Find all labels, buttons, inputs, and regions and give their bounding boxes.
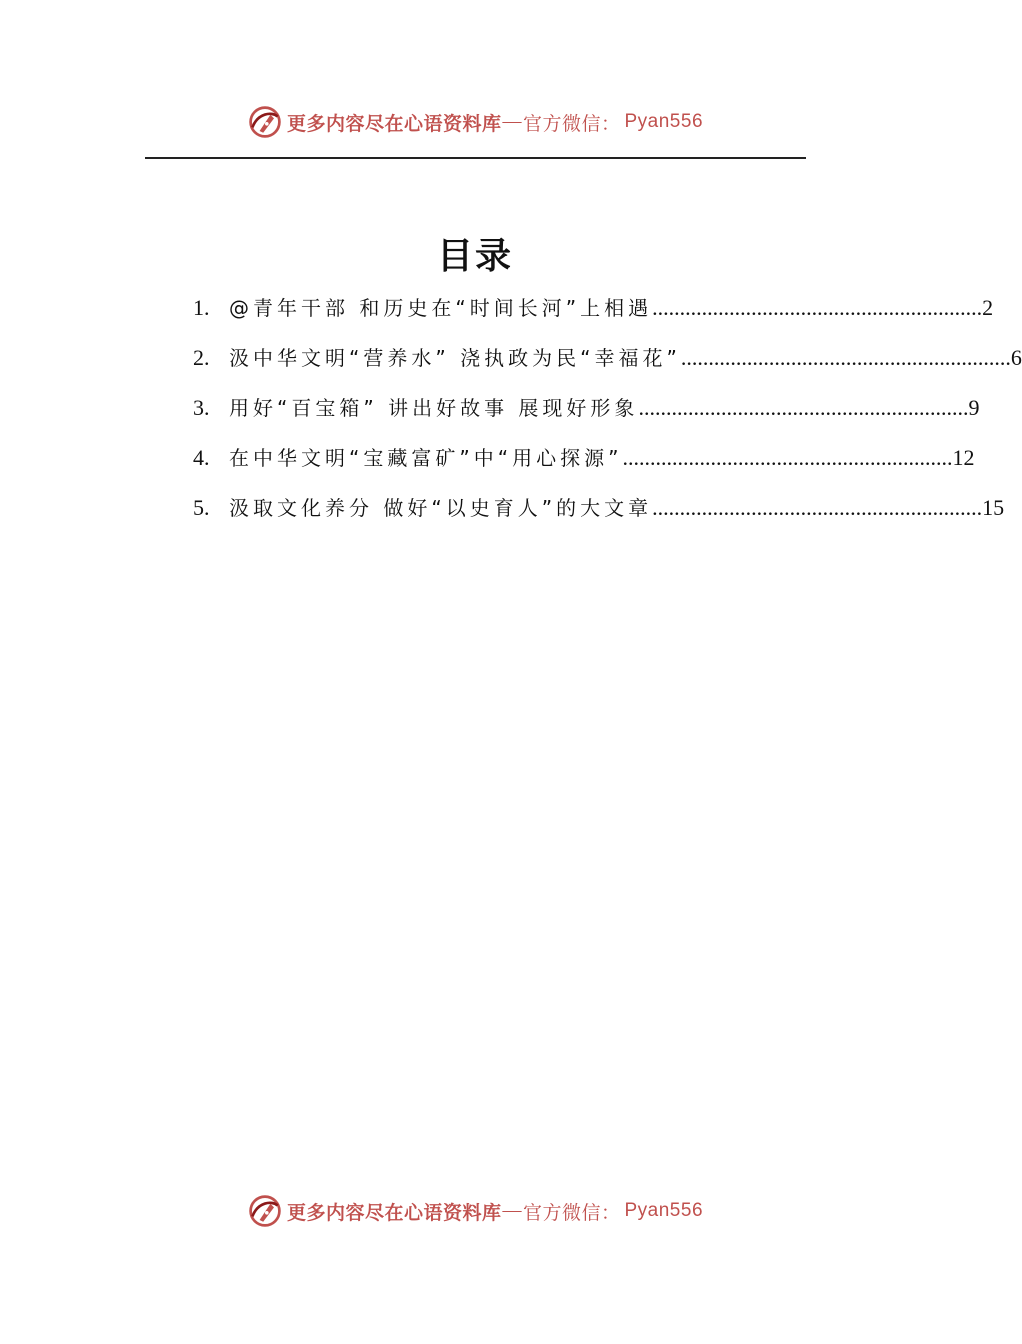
toc-page: 6 xyxy=(1010,345,1022,370)
toc-leader: ............................................................ xyxy=(622,445,953,470)
toc-entry[interactable] xyxy=(193,436,975,486)
footer-dash: — xyxy=(502,1200,522,1221)
footer-wechat-label: 官方微信： xyxy=(522,1201,621,1224)
toc-title: 用好“百宝箱” 讲出好故事 展现好形象 xyxy=(229,396,639,420)
header-wechat-id: Pyan556 xyxy=(624,111,704,132)
pen-nib-logo-icon xyxy=(247,1193,283,1229)
toc-entry[interactable] xyxy=(193,486,1005,536)
toc-entry[interactable] xyxy=(193,336,1022,386)
toc-title: 汲取文化养分 做好“以史育人”的大文章 xyxy=(229,496,653,520)
footer-brand: 更多内容尽在心语资料库 xyxy=(286,1201,502,1224)
table-of-contents xyxy=(193,286,1022,536)
toc-leader: ............................................................ xyxy=(652,295,983,320)
toc-page: 9 xyxy=(968,395,980,420)
toc-leader: ............................................................ xyxy=(652,495,983,520)
pen-nib-logo-icon xyxy=(247,104,283,140)
toc-number: 4. xyxy=(193,445,210,470)
toc-title: 汲中华文明“营养水” 浇执政为民“幸福花” xyxy=(229,346,681,370)
page-title: 目录 xyxy=(436,236,513,277)
toc-title: @青年干部 和历史在“时间长河”上相遇 xyxy=(229,296,653,320)
header-dash: — xyxy=(502,111,522,132)
toc-leader: ............................................................ xyxy=(680,345,1011,370)
toc-page: 12 xyxy=(952,445,975,470)
toc-number: 2. xyxy=(193,345,210,370)
footer-banner xyxy=(0,1191,950,1231)
toc-number: 5. xyxy=(193,495,210,520)
header-banner xyxy=(0,102,950,142)
toc-leader: ............................................................ xyxy=(638,395,969,420)
toc-entry[interactable] xyxy=(193,286,994,336)
header-line xyxy=(287,109,703,136)
toc-title: 在中华文明“宝藏富矿”中“用心探源” xyxy=(229,446,623,470)
toc-number: 1. xyxy=(193,295,210,320)
toc-page: 15 xyxy=(982,495,1005,520)
footer-wechat-id: Pyan556 xyxy=(624,1200,704,1221)
toc-page: 2 xyxy=(982,295,994,320)
header-rule xyxy=(145,157,806,159)
header-wechat-label: 官方微信： xyxy=(522,112,621,135)
toc-entry[interactable] xyxy=(193,386,980,436)
toc-number: 3. xyxy=(193,395,210,420)
footer-line xyxy=(287,1198,703,1225)
header-brand: 更多内容尽在心语资料库 xyxy=(286,112,502,135)
